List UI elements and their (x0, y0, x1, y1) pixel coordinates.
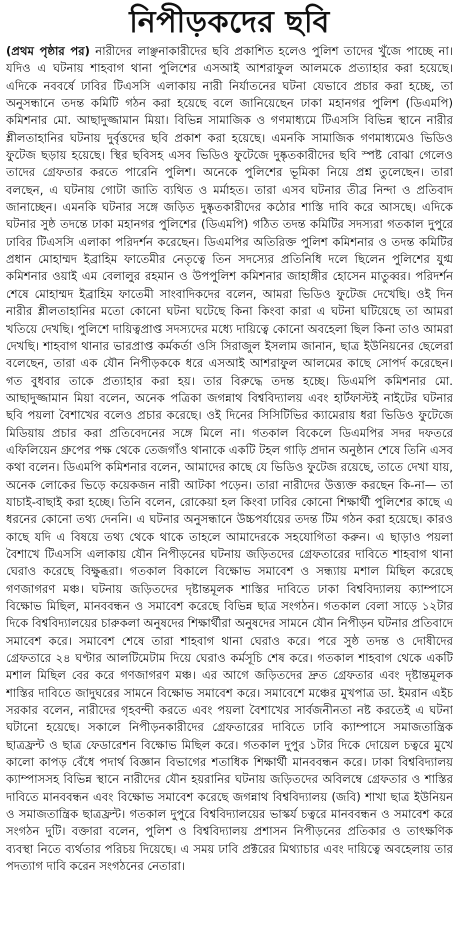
headline: নিপীড়কদের ছবি (129, 5, 330, 40)
continued-from-label: (প্রথম পৃষ্ঠার পর) (6, 44, 90, 58)
article-body (6, 43, 453, 933)
article-text: নারীদের লাঞ্ছনাকারীদের ছবি প্রকাশিত হলেও পুলিশ তাদের খুঁজে পাচ্ছে না। যদিও এ ঘটনায় শাহবাগ থানা পুলিশের এসআই আশরাফুল আলমকে প্রত্যাহার করা হয়েছে। এদিকে নববর্ষে ঢাবির টিএসসি এলাকায় নারী নির্যাতনের ঘটনা যেভাবে প্রচার করা হচ্ছে, তা অনুসন্ধানে তদন্ত কমিটি গঠন করা হয়েছে বলে জানিয়েছেন ঢাকা মহানগর পুলিশ (ডিএমপি) কমিশনার মো. আছাদুজ্জামান মিয়া। বিভিন্ন সামাজিক ও গণমাধ্যমে টিএসসি বিভিন্ন স্থানে নারীর শ্লীলতাহানির ঘটনায় দুর্বৃত্তদের ছবি প্রকাশ করা হয়েছে। এমনকি সামাজিক গণমাধ্যমেও ভিডিও ফুটেজ ছড়ায় হয়েছে। স্থির ছবিসহ এসব ভিডিও ফুটেজে দুষ্কৃতকারীদের ছবি স্পষ্ট বোঝা গেলেও তাদের গ্রেফতার করতে পারেনি পুলিশ। অনেকে পুলিশের ভূমিকা নিয়ে প্রশ্ন তুলেছেন। তারা বলছেন, এ ঘটনায় গোটা জাতি ব্যথিত ও মর্মাহত। তারা এসব ঘটনার তীব্র নিন্দা ও প্রতিবাদ জানাচ্ছেন। এমনকি ঘটনার সঙ্গে জড়িত দুষ্কৃতকারীদের কঠোর শাস্তি দাবি করে আসছে। এদিকে ঘটনার সুষ্ঠ তদন্তে ঢাকা মহানগর পুলিশের (ডিএমপি) গঠিত তদন্ত কমিটির সদস্যরা গতকাল দুপুরে ঢাবির টিএসসি এলাকা পরিদর্শন করেছেন। ডিএমপির অতিরিক্ত পুলিশ কমিশনার ও তদন্ত কমিটির প্রধান মোহাম্মদ ইব্রাহিম ফাতেমীর নেতৃত্বে তিন সদস্যের প্রতিনিধি দলে ছিলেন পুলিশের যুগ্ম কমিশনার ওয়াই এম বেলালুর রহমান ও উপপুলিশ কমিশনার জাহাঙ্গীর হোসেন মাতুব্বর। পরিদর্শন শেষে মোহাম্মদ ইব্রাহিম ফাতেমী সাংবাদিকদের বলেন, আমরা ভিডিও ফুটেজ দেখেছি। ওই দিন নারীর শ্লীলতাহানির মতো কোনো ঘটনা ঘটেছে কিনা কিংবা কারা এ ঘটনা ঘটিয়েছে তা আমরা খতিয়ে দেখছি। পুলিশে দায়িত্বপ্রাপ্ত সদস্যদের মধ্যে দায়িত্বে কোনো অবহেলা ছিল কিনা তাও আমরা দেখছি। শাহবাগ থানার ভারপ্রাপ্ত কর্মকর্তা ওসি সিরাজুল ইসলাম জানান, ছাত্র ইউনিয়নের ছেলেরা বলেছেন, তারা এক যৌন নিপীড়ককে ধরে এসআই আশরাফুল আলমের কাছে সোপর্দ করেছেন। গত বুধবার তাকে প্রত্যাহার করা হয়। তার বিরুদ্ধে তদন্ত হচ্ছে। ডিএমপি কমিশনার মো. আছাদুজ্জামান মিয়া বলেন, অনেক পত্রিকা জগন্নাথ বিশ্ববিদ্যালয় এবং হার্টফাস্টই নাইটের ঘটনার ছবি পয়লা বৈশাখের বলেও প্রচার করেছে। ওই দিনের সিসিটিভির ক্যামেরায় ধরা ভিডিও ফুটেজে মিডিয়ায় প্রচার করা প্রতিবেদনের সঙ্গে মিলে না। গতকাল বিকেলে ডিএমপির সদর দফতরে এফিলিয়েন গ্রুপের পক্ষ থেকে তেজগাঁও থানাকে একটি টহল গাড়ি প্রদান অনুষ্ঠান শেষে তিনি এসব কথা বলেন। ডিএমপি কমিশনার বলেন, আমাদের কাছে যে ভিডিও ফুটেজ রয়েছে, তাতে দেখা যায়, অনেক লোকের ভিড়ে কয়েকজন নারী আটকা পড়েন। তারা নারীদের উত্ত্যক্ত করছেন কি-না— তা যাচাই-বাছাই করা হচ্ছে। তিনি বলেন, রোকেয়া হল কিংবা ঢাবির কোনো শিক্ষার্থী পুলিশের কাছে এ ধরনের কোনো তথ্য দেননি। এ ঘটনার অনুসন্ধানে উচ্চপর্যায়ের তদন্ত টিম গঠন করা হয়েছে। কারও কাছে যদি এ বিষয়ে তথ্য থেকে থাকে তাহলে আমাদেরকে সহযোগিতা করুন। এ ছাড়াও পয়লা বৈশাখে টিএসসি এলাকায় যৌন নিপীড়নের ঘটনায় জড়িতদের গ্রেফতারের দাবিতে শাহবাগ থানা ঘেরাও করেছে বিক্ষুব্ধরা। গতকাল বিকালে বিক্ষোভ সমাবেশ ও সন্ধ্যায় মশাল মিছিল করেছে গণজাগরণ মঞ্চ। ঘটনায় জড়িতদের দৃষ্টান্তমূলক শাস্তির দাবিতে ঢাকা বিশ্ববিদ্যালয় ক্যাম্পাসে বিক্ষোভ মিছিল, মানববন্ধন ও সমাবেশ করেছে বিভিন্ন ছাত্র সংগঠন। গতকাল বেলা সাড়ে ১২টার দিকে বিশ্ববিদ্যালয়ের চারুকলা অনুষদের শিক্ষার্থীরা অনুষদের সামনে যৌন নিপীড়ন ঘটনার প্রতিবাদে সমাবেশ করে। সমাবেশ শেষে তারা শাহবাগ থানা ঘেরাও করে। পরে সুষ্ঠ তদন্ত ও দোষীদের গ্রেফতারে ২৪ ঘণ্টার আলটিমেটাম দিয়ে ঘেরাও কর্মসূচি শেষ করে। গতকাল শাহবাগ থেকে একটি মশাল মিছিল বের করে গণজাগরণ মঞ্চ। এর আগে জড়িতদের দ্রুত গ্রেফতার এবং দৃষ্টান্তমূলক শাস্তির দাবিতে জাদুঘরের সামনে বিক্ষোভ সমাবেশ করে। সমাবেশে মঞ্চের মুখপাত্র ডা. ইমরান এইচ সরকার বলেন, নারীদের গৃহবন্দী করতে এবং পয়লা বৈশাখের সার্বজনীনতা নষ্ট করতেই এ ঘটনা ঘটানো হয়েছে। সকালে নিপীড়নকারীদের গ্রেফতারের দাবিতে ঢাবি ক্যাম্পাসে সমাজতান্ত্রিক ছাত্রফ্রন্ট ও ছাত্র ফেডারেশন বিক্ষোভ মিছিল করে। গতকাল দুপুর ১টার দিকে দোয়েল চত্বরে মুখে কালো কাপড় বেঁধে পদার্থ বিজ্ঞান বিভাগের শতাধিক শিক্ষার্থী মানববন্ধন করে। ঢাকা বিশ্ববিদ্যালয় ক্যাম্পাসসহ বিভিন্ন স্থানে নারীদের যৌন হয়রানির ঘটনায় জড়িতদের অবিলম্বে গ্রেফতার ও শাস্তির দাবিতে মানববন্ধন এবং বিক্ষোভ সমাবেশ করেছে জগন্নাথ বিশ্ববিদ্যালয় (জবি) শাখা ছাত্র ইউনিয়ন ও সমাজতান্ত্রিক ছাত্রফ্রন্ট। গতকাল দুপুরে বিশ্ববিদ্যালয়ের ভাস্কর্য চত্বরে মানববন্ধন ও সমাবেশ করে সংগঠন দুটি। বক্তারা বলেন, পুলিশ ও বিশ্ববিদ্যালয় প্রশাসন নিপীড়নের প্রতিকার ও তাৎক্ষণিক ব্যবস্থা নিতে ব্যর্থতার পরিচয় দিয়েছে। এ সময় ঢাবি প্রক্টরের মিথ্যাচার এবং দায়িত্বে অবহেলায় তার পদত্যাগ দাবি করেন সংগঠনের নেতারা। (6, 44, 453, 874)
